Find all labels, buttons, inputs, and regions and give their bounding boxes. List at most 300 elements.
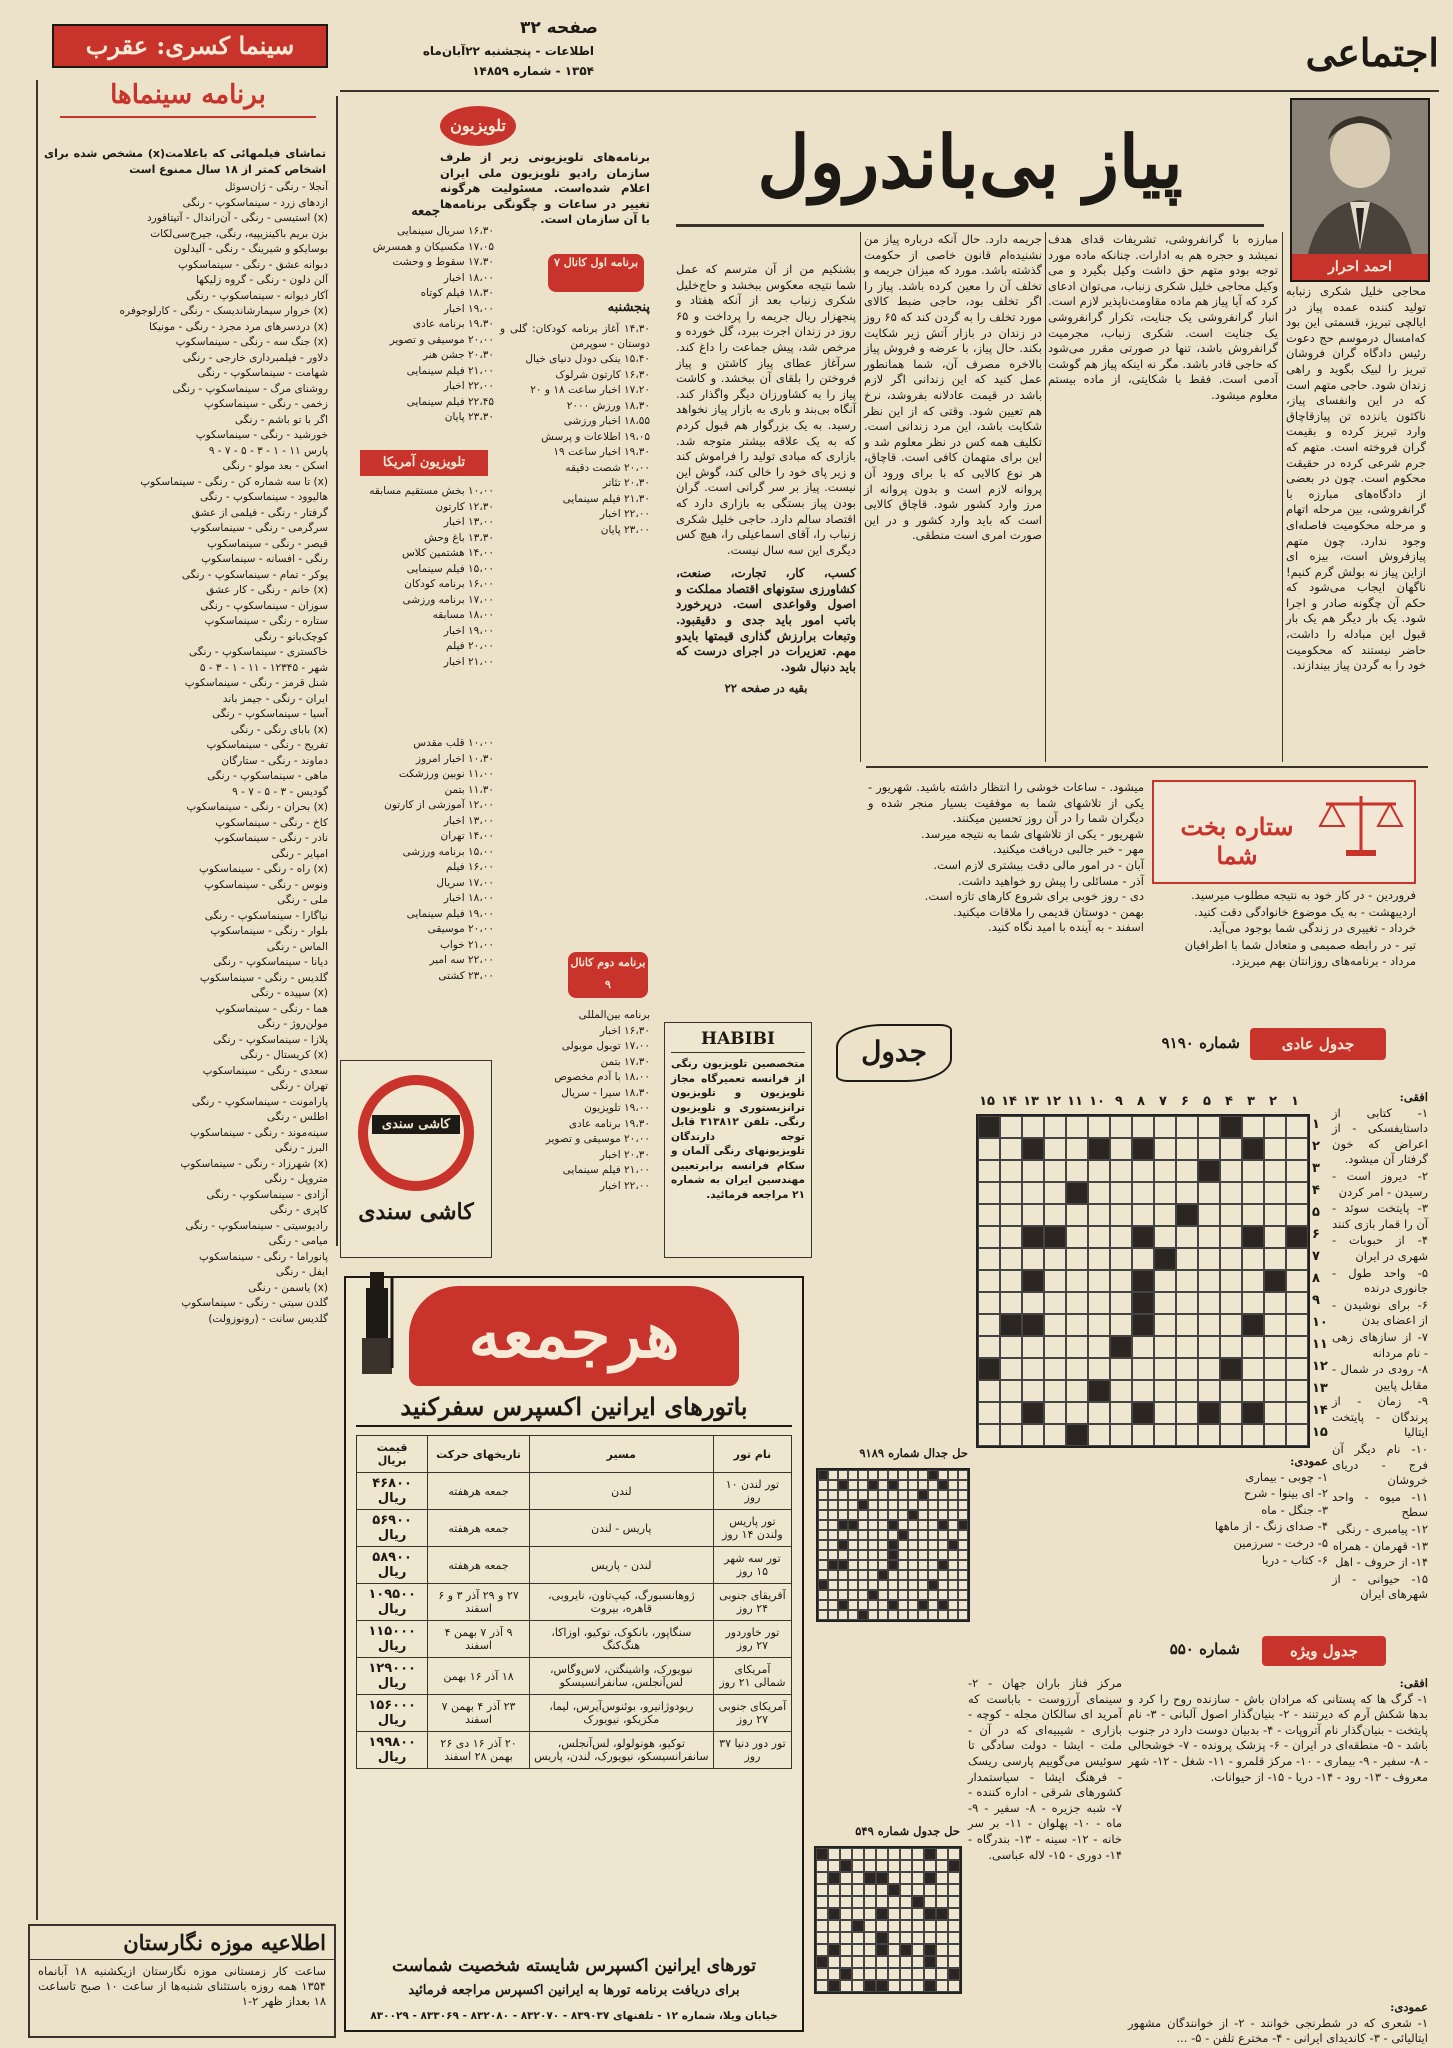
- crossword-cell: [912, 1980, 924, 1992]
- crossword-cell[interactable]: [978, 1138, 1000, 1160]
- crossword-cell[interactable]: [1286, 1248, 1308, 1270]
- crossword-cell[interactable]: [1198, 1424, 1220, 1446]
- crossword-cell[interactable]: [1220, 1116, 1242, 1138]
- crossword-cell[interactable]: [1066, 1336, 1088, 1358]
- crossword-cell: [818, 1530, 828, 1540]
- crossword-row-number: ۵: [1312, 1205, 1320, 1220]
- crossword-cell[interactable]: [1220, 1314, 1242, 1336]
- crossword-cell[interactable]: [1066, 1314, 1088, 1336]
- crossword-cell: [816, 1920, 828, 1932]
- feature-continued: بقیه در صفحه ۲۲: [724, 681, 808, 696]
- crossword-cell[interactable]: [1176, 1204, 1198, 1226]
- crossword-cell[interactable]: [1044, 1314, 1066, 1336]
- crossword-cell[interactable]: [1264, 1182, 1286, 1204]
- persepolis-figure-icon: [352, 1268, 402, 1378]
- crossword-cell[interactable]: [1110, 1358, 1132, 1380]
- crossword-cell[interactable]: [1088, 1226, 1110, 1248]
- crossword-cell[interactable]: [1176, 1226, 1198, 1248]
- tv-program: ۱۷،۰۵ مکسیکان و همسرش: [372, 240, 494, 253]
- crossword-cell: [898, 1610, 908, 1620]
- crossword-cell[interactable]: [1088, 1248, 1110, 1270]
- crossword-cell[interactable]: [1220, 1270, 1242, 1292]
- crossword-cell[interactable]: [1066, 1138, 1088, 1160]
- crossword-cell[interactable]: [1066, 1270, 1088, 1292]
- crossword-cell[interactable]: [978, 1358, 1000, 1380]
- crossword-cell[interactable]: [1198, 1116, 1220, 1138]
- crossword-cell[interactable]: [1220, 1160, 1242, 1182]
- crossword-cell[interactable]: [1110, 1270, 1132, 1292]
- crossword-cell[interactable]: [1022, 1160, 1044, 1182]
- crossword-cell: [816, 1848, 828, 1860]
- crossword-cell: [928, 1510, 938, 1520]
- crossword-cell[interactable]: [1264, 1358, 1286, 1380]
- crossword-cell[interactable]: [1110, 1226, 1132, 1248]
- express-table-cell: ۱۲۹۰۰۰ ریال: [357, 1658, 428, 1695]
- crossword-cell[interactable]: [1088, 1424, 1110, 1446]
- crossword-cell[interactable]: [978, 1160, 1000, 1182]
- crossword-cell[interactable]: [1000, 1424, 1022, 1446]
- crossword-cell[interactable]: [1000, 1226, 1022, 1248]
- crossword-cell: [928, 1530, 938, 1540]
- crossword-cell[interactable]: [1022, 1314, 1044, 1336]
- crossword-cell[interactable]: [1088, 1358, 1110, 1380]
- crossword-cell[interactable]: [1088, 1116, 1110, 1138]
- crossword-cell: [918, 1550, 928, 1560]
- crossword-cell[interactable]: [978, 1226, 1000, 1248]
- crossword-cell[interactable]: [1198, 1226, 1220, 1248]
- crossword-cell[interactable]: [978, 1248, 1000, 1270]
- crossword-cell: [816, 1968, 828, 1980]
- crossword-cell[interactable]: [1286, 1292, 1308, 1314]
- crossword-cell[interactable]: [1242, 1358, 1264, 1380]
- crossword-cell[interactable]: [1022, 1424, 1044, 1446]
- crossword-cell[interactable]: [1264, 1314, 1286, 1336]
- crossword-cell[interactable]: [1198, 1138, 1220, 1160]
- crossword-cell: [828, 1560, 838, 1570]
- crossword-cell[interactable]: [1132, 1160, 1154, 1182]
- crossword-cell: [858, 1570, 868, 1580]
- cinema-listing: دلاور - فیلمبرداری خارجی - رنگی: [182, 351, 328, 364]
- crossword-cell: [858, 1590, 868, 1600]
- crossword-cell[interactable]: [1022, 1226, 1044, 1248]
- crossword-cell: [948, 1896, 960, 1908]
- crossword-cell: [888, 1560, 898, 1570]
- crossword-cell[interactable]: [1176, 1380, 1198, 1402]
- crossword-cell[interactable]: [1022, 1402, 1044, 1424]
- crossword-cell[interactable]: [1110, 1424, 1132, 1446]
- crossword-cell[interactable]: [1242, 1402, 1264, 1424]
- crossword-cell[interactable]: [978, 1292, 1000, 1314]
- crossword-grid[interactable]: [976, 1114, 1310, 1448]
- cinema-header: سینما کسری: عقرب: [52, 24, 328, 68]
- crossword-cell[interactable]: [1264, 1204, 1286, 1226]
- crossword-cell: [876, 1860, 888, 1872]
- crossword-cell[interactable]: [1110, 1204, 1132, 1226]
- crossword-cell[interactable]: [1066, 1116, 1088, 1138]
- crossword-cell[interactable]: [1154, 1358, 1176, 1380]
- crossword-cell[interactable]: [1176, 1358, 1198, 1380]
- crossword-down-list: [976, 1454, 1328, 1618]
- crossword-cell[interactable]: [1066, 1402, 1088, 1424]
- crossword-cell[interactable]: [1022, 1182, 1044, 1204]
- crossword-cell[interactable]: [1264, 1138, 1286, 1160]
- crossword-cell[interactable]: [1264, 1380, 1286, 1402]
- crossword-cell[interactable]: [1220, 1248, 1242, 1270]
- crossword-cell[interactable]: [1110, 1336, 1132, 1358]
- crossword-cell[interactable]: [1044, 1380, 1066, 1402]
- crossword-cell[interactable]: [1176, 1424, 1198, 1446]
- crossword-cell[interactable]: [1176, 1270, 1198, 1292]
- cinema-listing: (x) راه - رنگی - سینماسکوپ: [198, 863, 328, 875]
- crossword-cell[interactable]: [1066, 1226, 1088, 1248]
- express-table-cell: ۲۳ آذر ۴ بهمن ۷ اسفند: [428, 1695, 530, 1732]
- crossword-cell: [840, 1860, 852, 1872]
- crossword-cell: [918, 1570, 928, 1580]
- crossword-cell[interactable]: [1198, 1336, 1220, 1358]
- crossword-cell: [898, 1510, 908, 1520]
- crossword-cell: [938, 1470, 948, 1480]
- crossword-cell[interactable]: [1132, 1424, 1154, 1446]
- crossword-cell[interactable]: [1264, 1248, 1286, 1270]
- crossword-column-number: ۹: [1115, 1094, 1123, 1109]
- crossword-down-clue: ۴- صدای زنگ - از ماهها: [1214, 1519, 1328, 1534]
- tv-col-d: [344, 736, 494, 1026]
- crossword-cell: [888, 1540, 898, 1550]
- crossword-cell[interactable]: [1286, 1336, 1308, 1358]
- crossword-cell[interactable]: [1154, 1160, 1176, 1182]
- crossword-cell[interactable]: [1176, 1402, 1198, 1424]
- crossword-cell[interactable]: [1286, 1380, 1308, 1402]
- crossword-cell[interactable]: [1066, 1160, 1088, 1182]
- crossword-cell: [928, 1600, 938, 1610]
- crossword-row-number: ۲: [1312, 1139, 1320, 1154]
- horoscope-title-box: [1152, 780, 1416, 884]
- crossword-cell: [908, 1480, 918, 1490]
- crossword-cell[interactable]: [1242, 1226, 1264, 1248]
- crossword-cell: [840, 1944, 852, 1956]
- crossword-cell[interactable]: [1154, 1402, 1176, 1424]
- crossword-cell[interactable]: [1198, 1270, 1220, 1292]
- crossword-cell[interactable]: [1110, 1116, 1132, 1138]
- crossword-cell[interactable]: [1110, 1314, 1132, 1336]
- crossword-cell[interactable]: [978, 1336, 1000, 1358]
- crossword-cell[interactable]: [1110, 1160, 1132, 1182]
- crossword-cell: [958, 1580, 968, 1590]
- crossword-cell[interactable]: [1198, 1402, 1220, 1424]
- cinema-listing: خورشید - رنگی - سینماسکوپ: [195, 429, 328, 441]
- crossword-cell[interactable]: [1154, 1380, 1176, 1402]
- crossword-cell: [868, 1500, 878, 1510]
- crossword-cell[interactable]: [1286, 1226, 1308, 1248]
- crossword-cell[interactable]: [1264, 1424, 1286, 1446]
- crossword-cell[interactable]: [1132, 1380, 1154, 1402]
- crossword-cell[interactable]: [1022, 1248, 1044, 1270]
- crossword-cell[interactable]: [978, 1182, 1000, 1204]
- crossword-cell[interactable]: [1242, 1182, 1264, 1204]
- crossword-cell[interactable]: [1110, 1138, 1132, 1160]
- crossword-cell[interactable]: [1242, 1270, 1264, 1292]
- crossword-cell[interactable]: [1000, 1116, 1022, 1138]
- crossword-cell[interactable]: [1088, 1402, 1110, 1424]
- crossword-cell[interactable]: [1000, 1402, 1022, 1424]
- crossword-cell[interactable]: [1198, 1292, 1220, 1314]
- crossword-cell: [828, 1590, 838, 1600]
- crossword-cell: [878, 1500, 888, 1510]
- crossword-cell[interactable]: [1110, 1248, 1132, 1270]
- crossword-cell[interactable]: [1044, 1336, 1066, 1358]
- crossword2-down-text: ۱- شعری که در شطرنجی خوانند - ۲- از خوانندگان مشهور ایتالیائی - ۳- کاندیدای ایرانی - ۴- مخترع تلفن - ۵- ...: [1128, 2015, 1428, 2046]
- crossword-cell[interactable]: [1088, 1336, 1110, 1358]
- crossword-cell[interactable]: [1154, 1204, 1176, 1226]
- express-table-cell: ۱۵۶۰۰۰ ریال: [357, 1695, 428, 1732]
- crossword-cell[interactable]: [1066, 1182, 1088, 1204]
- tv-program: ۱۴،۰۰ هشتمین کلاس: [401, 547, 494, 559]
- crossword-cell: [818, 1540, 828, 1550]
- crossword-cell[interactable]: [1286, 1204, 1308, 1226]
- crossword-cell: [838, 1540, 848, 1550]
- crossword-cell: [838, 1490, 848, 1500]
- crossword-cell[interactable]: [1066, 1248, 1088, 1270]
- crossword-cell[interactable]: [1022, 1380, 1044, 1402]
- cinema-listing: ونوس - رنگی - سینماسکوپ: [203, 878, 328, 891]
- crossword-cell[interactable]: [1176, 1336, 1198, 1358]
- cinema-listing: سوزان - سینماسکوپ - رنگی: [200, 599, 328, 612]
- crossword-cell[interactable]: [1132, 1292, 1154, 1314]
- crossword-cell[interactable]: [1088, 1160, 1110, 1182]
- crossword-cell[interactable]: [1264, 1292, 1286, 1314]
- crossword-cell[interactable]: [1044, 1226, 1066, 1248]
- crossword-cell[interactable]: [978, 1424, 1000, 1446]
- tv-program: ۲۰،۳۰ اخبار: [599, 1148, 650, 1161]
- crossword-down-label: عمودی:: [1290, 1454, 1328, 1468]
- crossword-cell[interactable]: [1088, 1292, 1110, 1314]
- crossword-cell[interactable]: [1242, 1336, 1264, 1358]
- crossword-cell[interactable]: [978, 1402, 1000, 1424]
- crossword-cell[interactable]: [1286, 1138, 1308, 1160]
- crossword-cell[interactable]: [1220, 1336, 1242, 1358]
- crossword-cell[interactable]: [1242, 1424, 1264, 1446]
- crossword-cell[interactable]: [1066, 1292, 1088, 1314]
- crossword-cell: [840, 1956, 852, 1968]
- crossword-cell[interactable]: [1220, 1358, 1242, 1380]
- crossword-cell[interactable]: [1132, 1336, 1154, 1358]
- crossword-cell[interactable]: [1044, 1248, 1066, 1270]
- crossword-cell[interactable]: [1264, 1160, 1286, 1182]
- express-tour-table-wrap: [356, 1435, 792, 1769]
- crossword-cell[interactable]: [1154, 1226, 1176, 1248]
- crossword-cell[interactable]: [1264, 1270, 1286, 1292]
- crossword-cell[interactable]: [1000, 1336, 1022, 1358]
- crossword-cell[interactable]: [1154, 1336, 1176, 1358]
- crossword-cell[interactable]: [1000, 1160, 1022, 1182]
- crossword-cell[interactable]: [1220, 1138, 1242, 1160]
- tv-program: ۱۷،۳۰ سقوط و وحشت: [392, 256, 494, 268]
- crossword-cell[interactable]: [1264, 1116, 1286, 1138]
- crossword-cell[interactable]: [1044, 1424, 1066, 1446]
- crossword-cell[interactable]: [1000, 1380, 1022, 1402]
- crossword-cell[interactable]: [1044, 1138, 1066, 1160]
- crossword-cell[interactable]: [1132, 1116, 1154, 1138]
- crossword-cell[interactable]: [1022, 1292, 1044, 1314]
- crossword-cell[interactable]: [978, 1270, 1000, 1292]
- crossword-cell[interactable]: [1176, 1138, 1198, 1160]
- crossword-cell[interactable]: [1088, 1204, 1110, 1226]
- crossword-cell[interactable]: [1000, 1204, 1022, 1226]
- crossword-cell[interactable]: [978, 1314, 1000, 1336]
- crossword-cell[interactable]: [1198, 1160, 1220, 1182]
- crossword-cell[interactable]: [1000, 1182, 1022, 1204]
- crossword-cell[interactable]: [1066, 1204, 1088, 1226]
- crossword-cell[interactable]: [1000, 1292, 1022, 1314]
- crossword-cell[interactable]: [1176, 1160, 1198, 1182]
- crossword-row-number: ۹: [1312, 1293, 1320, 1308]
- crossword-cell[interactable]: [1044, 1402, 1066, 1424]
- crossword-cell[interactable]: [1220, 1292, 1242, 1314]
- crossword-cell[interactable]: [1110, 1292, 1132, 1314]
- crossword-cell: [858, 1530, 868, 1540]
- crossword-cell[interactable]: [1286, 1424, 1308, 1446]
- crossword-cell[interactable]: [1198, 1358, 1220, 1380]
- crossword-cell[interactable]: [1044, 1160, 1066, 1182]
- crossword-cell[interactable]: [978, 1204, 1000, 1226]
- crossword-cell[interactable]: [1154, 1138, 1176, 1160]
- crossword-cell[interactable]: [1176, 1248, 1198, 1270]
- crossword-cell[interactable]: [1286, 1358, 1308, 1380]
- crossword-cell[interactable]: [1044, 1204, 1066, 1226]
- crossword-cell[interactable]: [1088, 1182, 1110, 1204]
- crossword-cell[interactable]: [1198, 1204, 1220, 1226]
- crossword-cell[interactable]: [1132, 1226, 1154, 1248]
- crossword-cell[interactable]: [1044, 1270, 1066, 1292]
- crossword-cell[interactable]: [1044, 1182, 1066, 1204]
- crossword-cell[interactable]: [1000, 1138, 1022, 1160]
- crossword-cell[interactable]: [1198, 1182, 1220, 1204]
- crossword-cell[interactable]: [1242, 1160, 1264, 1182]
- crossword-cell: [924, 1920, 936, 1932]
- crossword-cell[interactable]: [1220, 1182, 1242, 1204]
- feature-headline: پیاز بی‌باندرول: [757, 119, 1183, 204]
- crossword-cell[interactable]: [1044, 1358, 1066, 1380]
- crossword-cell[interactable]: [1132, 1204, 1154, 1226]
- crossword-cell[interactable]: [1264, 1402, 1286, 1424]
- crossword-cell[interactable]: [1088, 1270, 1110, 1292]
- crossword-cell[interactable]: [1198, 1380, 1220, 1402]
- crossword-cell[interactable]: [1132, 1358, 1154, 1380]
- crossword-cell[interactable]: [1132, 1270, 1154, 1292]
- crossword-cell[interactable]: [1264, 1226, 1286, 1248]
- crossword-cell[interactable]: [1044, 1292, 1066, 1314]
- crossword-cell[interactable]: [1242, 1380, 1264, 1402]
- crossword-cell[interactable]: [1154, 1314, 1176, 1336]
- crossword-cell[interactable]: [1242, 1138, 1264, 1160]
- crossword-cell[interactable]: [1022, 1116, 1044, 1138]
- crossword-cell[interactable]: [1220, 1402, 1242, 1424]
- crossword-cell[interactable]: [1176, 1116, 1198, 1138]
- crossword-cell[interactable]: [1022, 1270, 1044, 1292]
- crossword-cell[interactable]: [1022, 1358, 1044, 1380]
- crossword-cell[interactable]: [1132, 1248, 1154, 1270]
- crossword-cell[interactable]: [1022, 1138, 1044, 1160]
- crossword-cell[interactable]: [1176, 1182, 1198, 1204]
- crossword-cell[interactable]: [1242, 1204, 1264, 1226]
- crossword-cell[interactable]: [1220, 1204, 1242, 1226]
- crossword-cell[interactable]: [978, 1380, 1000, 1402]
- crossword-cell[interactable]: [1022, 1204, 1044, 1226]
- crossword-cell[interactable]: [1154, 1270, 1176, 1292]
- crossword-cell[interactable]: [1022, 1336, 1044, 1358]
- crossword-cell[interactable]: [978, 1116, 1000, 1138]
- crossword-cell[interactable]: [1000, 1358, 1022, 1380]
- crossword-cell[interactable]: [1066, 1424, 1088, 1446]
- crossword-cell[interactable]: [1286, 1116, 1308, 1138]
- crossword-cell[interactable]: [1242, 1248, 1264, 1270]
- crossword-cell[interactable]: [1242, 1314, 1264, 1336]
- crossword-cell[interactable]: [1110, 1182, 1132, 1204]
- crossword-cell[interactable]: [1000, 1270, 1022, 1292]
- cinema-listing: (x) خروار سیمارشاندیسک - رنگی - کارلوجوفره: [119, 305, 328, 317]
- crossword-cell[interactable]: [1286, 1182, 1308, 1204]
- crossword-cell: [818, 1500, 828, 1510]
- crossword-cell: [848, 1580, 858, 1590]
- crossword-cell[interactable]: [1286, 1314, 1308, 1336]
- crossword-cell[interactable]: [1286, 1160, 1308, 1182]
- crossword-cell[interactable]: [1044, 1116, 1066, 1138]
- crossword-cell[interactable]: [1242, 1116, 1264, 1138]
- crossword-cell[interactable]: [1286, 1270, 1308, 1292]
- crossword-cell[interactable]: [1220, 1424, 1242, 1446]
- horoscope-intro: میشود. - ساعات خوشی را انتظار داشته باشید. شهریور - یکی از تلاشهای شما به موفقیت بسیار منجر شده و دیگران شما را در آن روز تحسین میکنند.: [868, 780, 1144, 826]
- crossword-cell[interactable]: [1154, 1292, 1176, 1314]
- crossword-cell: [840, 1848, 852, 1860]
- crossword-cell[interactable]: [1220, 1226, 1242, 1248]
- crossword-cell[interactable]: [1110, 1380, 1132, 1402]
- crossword-cell[interactable]: [1264, 1336, 1286, 1358]
- crossword-cell[interactable]: [1198, 1248, 1220, 1270]
- crossword-cell[interactable]: [1132, 1138, 1154, 1160]
- express-table-cell: ۲۷ و ۲۹ آذر ۳ و ۶ اسفند: [428, 1584, 530, 1621]
- crossword-cell[interactable]: [1088, 1380, 1110, 1402]
- crossword-cell[interactable]: [1066, 1358, 1088, 1380]
- crossword-cell: [828, 1510, 838, 1520]
- crossword-cell[interactable]: [1154, 1182, 1176, 1204]
- crossword-cell[interactable]: [1154, 1248, 1176, 1270]
- crossword-cell[interactable]: [1132, 1182, 1154, 1204]
- crossword-cell: [876, 1848, 888, 1860]
- crossword-cell[interactable]: [1176, 1292, 1198, 1314]
- crossword-cell: [918, 1500, 928, 1510]
- crossword-cell: [852, 1920, 864, 1932]
- crossword-cell[interactable]: [1132, 1314, 1154, 1336]
- crossword-cell[interactable]: [1088, 1314, 1110, 1336]
- crossword-cell[interactable]: [1000, 1314, 1022, 1336]
- crossword-cell[interactable]: [1154, 1424, 1176, 1446]
- crossword-cell[interactable]: [1000, 1248, 1022, 1270]
- crossword-cell[interactable]: [1198, 1314, 1220, 1336]
- crossword-cell[interactable]: [1110, 1402, 1132, 1424]
- crossword-across-clue: ۱۲- پیامبری - رنگی: [1336, 1522, 1428, 1537]
- crossword-cell[interactable]: [1242, 1292, 1264, 1314]
- crossword-cell: [816, 1908, 828, 1920]
- crossword-cell[interactable]: [1066, 1380, 1088, 1402]
- cinema-listing: پارس ۱۱ - ۱ - ۳ - ۵ - ۷ - ۹: [208, 444, 328, 457]
- crossword-cell[interactable]: [1132, 1402, 1154, 1424]
- crossword-cell[interactable]: [1176, 1314, 1198, 1336]
- crossword-cell: [864, 1968, 876, 1980]
- crossword-cell[interactable]: [1154, 1116, 1176, 1138]
- crossword-cell[interactable]: [1220, 1380, 1242, 1402]
- crossword-cell[interactable]: [1286, 1402, 1308, 1424]
- crossword-cell[interactable]: [1088, 1138, 1110, 1160]
